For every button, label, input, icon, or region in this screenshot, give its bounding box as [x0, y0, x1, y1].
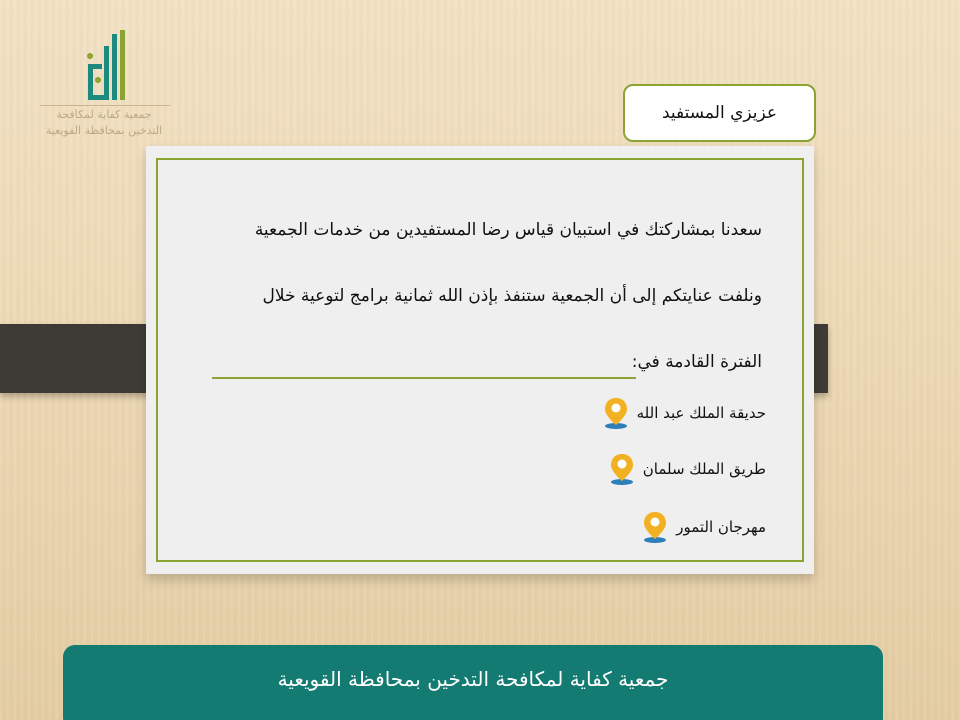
logo-text-line1: جمعية كفاية لمكافحة: [56, 108, 152, 121]
map-pin-icon: [642, 510, 668, 544]
title-box: [623, 84, 816, 142]
paragraph-line-1: سعدنا بمشاركتك في استبيان قياس رضا المستفيدين من خدمات الجمعية: [254, 220, 762, 240]
bullet-item: [609, 452, 766, 486]
paragraph-line-2: ونلفت عنايتكم إلى أن الجمعية ستنفذ بإذن الله ثمانية برامج لتوعية خلال: [262, 286, 762, 306]
logo-text-line2: التدخين بمحافظة القويعية: [45, 124, 163, 137]
footer-text: جمعية كفاية لمكافحة التدخين بمحافظة القويعية: [277, 667, 669, 691]
logo-divider: [40, 105, 170, 106]
bullet-item: [603, 396, 766, 430]
paragraph-line-3: الفترة القادمة في:: [631, 352, 762, 372]
content-card: [146, 146, 814, 574]
kafaya-logo-icon: [78, 28, 138, 104]
map-pin-icon: [603, 396, 629, 430]
slide-title: عزيزي المستفيد: [661, 103, 778, 123]
map-pin-icon: [609, 452, 635, 486]
logo: [30, 28, 180, 143]
bullet-label: مهرجان التمور: [676, 518, 766, 536]
footer-banner: [63, 645, 883, 720]
bullet-label: حديقة الملك عبد الله: [636, 404, 766, 422]
paragraph-underline: [212, 377, 636, 379]
bullet-item: [642, 510, 766, 544]
content-frame: [156, 158, 804, 562]
bullet-label: طريق الملك سلمان: [642, 460, 766, 478]
